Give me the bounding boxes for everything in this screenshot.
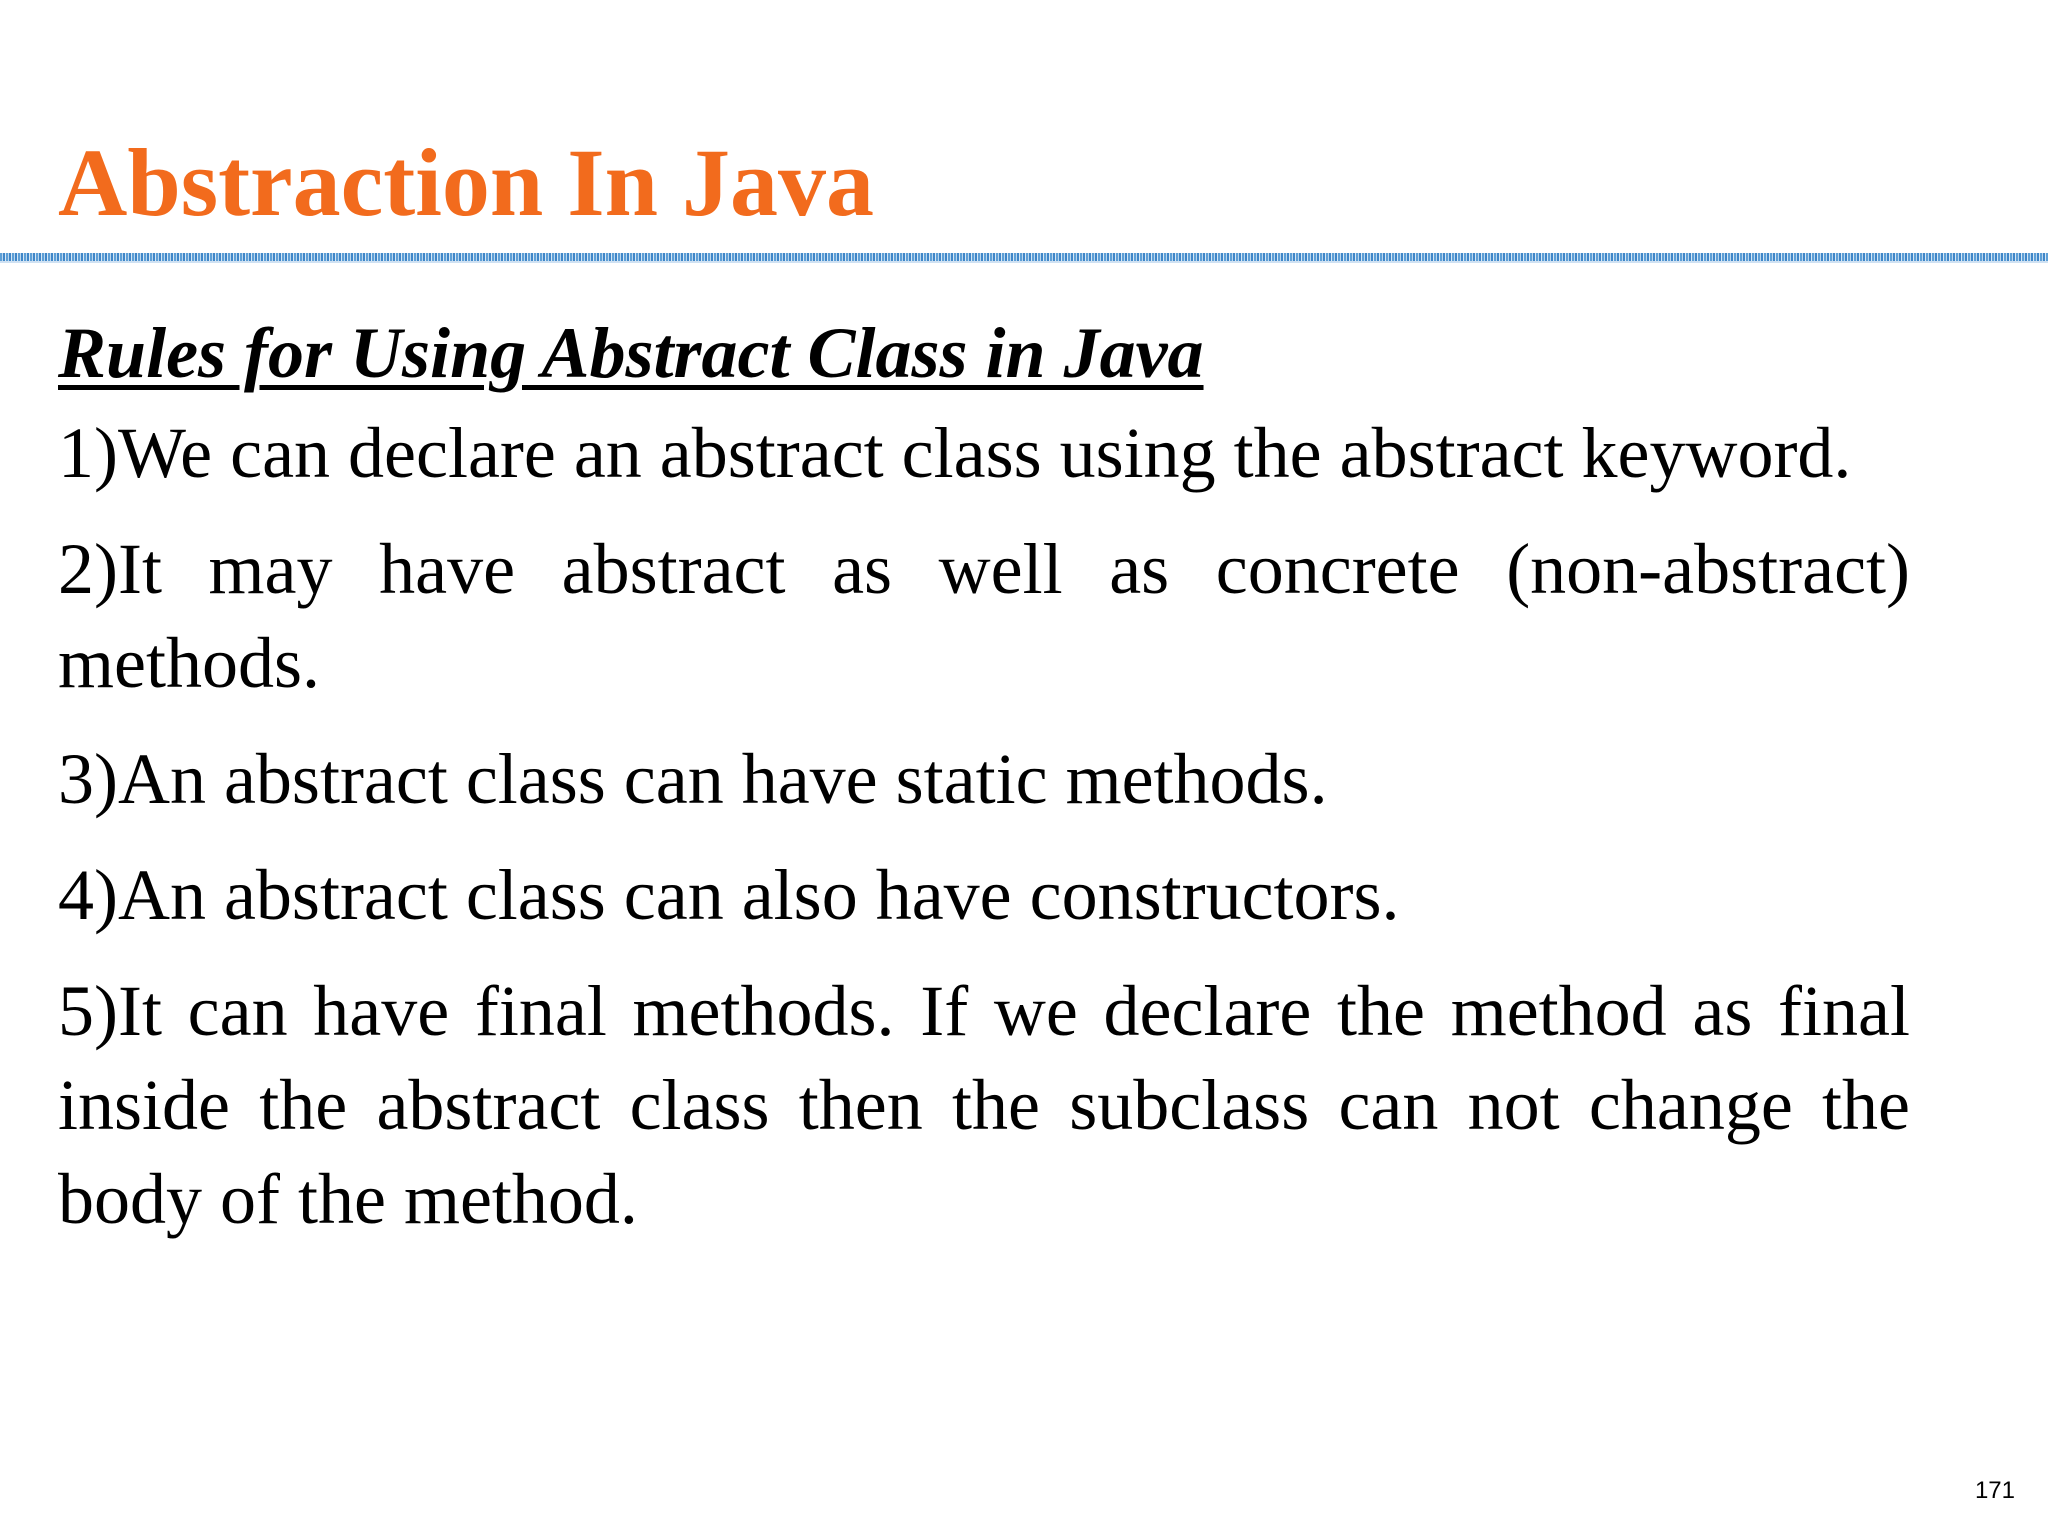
rule-item-4: 4)An abstract class can also have constructors. xyxy=(58,855,1400,935)
rule-item-5: 5)It can have final methods. If we declare the method as final inside the abstract class then the subclass can not change the body of the method. xyxy=(58,971,1910,1239)
slide-content xyxy=(58,312,1910,1268)
page-number: 171 xyxy=(1974,1477,2015,1504)
slide-title: Abstraction In Java xyxy=(58,129,875,236)
rule-item-1: 1)We can declare an abstract class using the abstract keyword. xyxy=(58,413,1852,493)
section-heading: Rules for Using Abstract Class in Java xyxy=(58,313,1204,393)
rule-item-3: 3)An abstract class can have static methods. xyxy=(58,739,1328,819)
title-divider xyxy=(0,253,2048,261)
rule-item-2: 2)It may have abstract as well as concrete (non-abstract) methods. xyxy=(58,529,1910,703)
